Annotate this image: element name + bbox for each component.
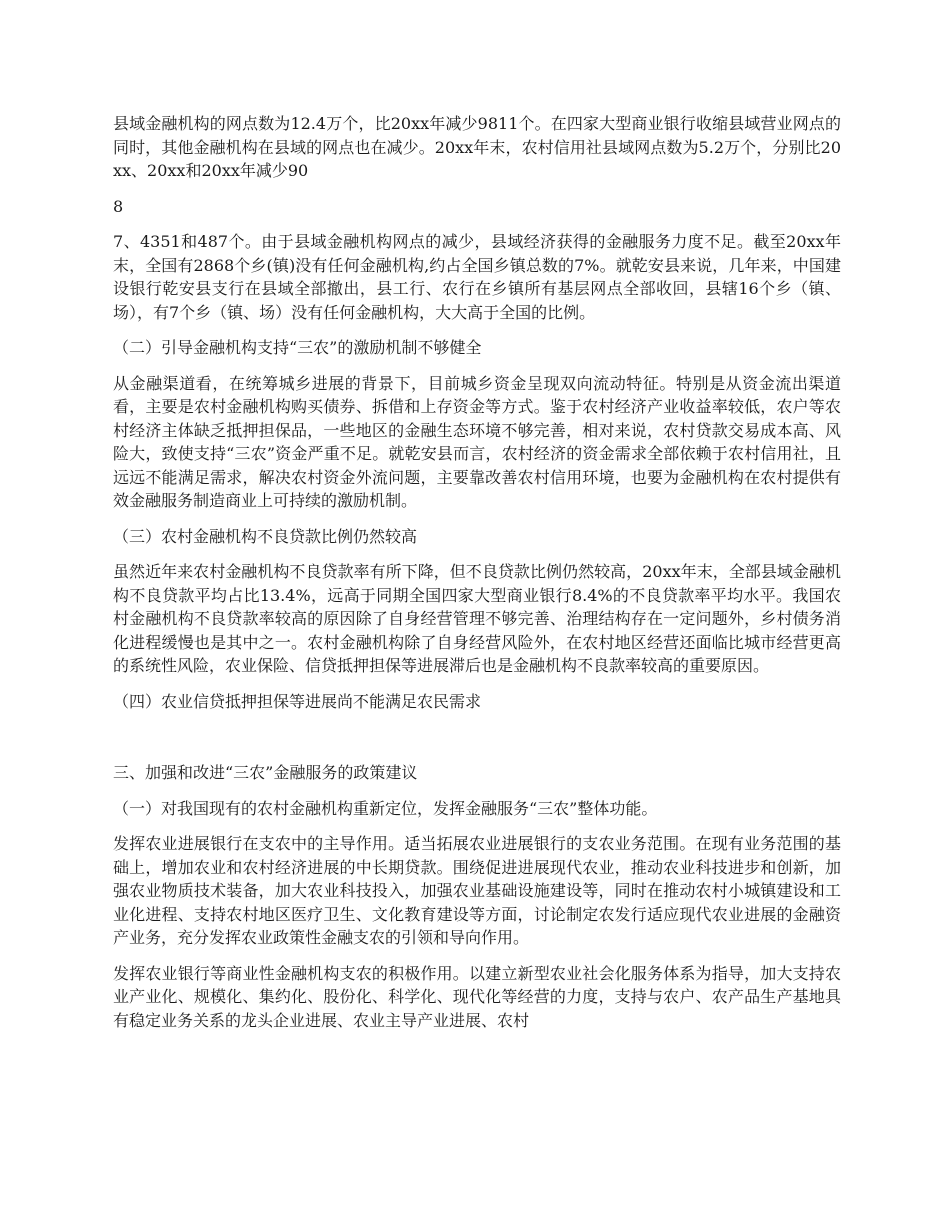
paragraph-commercial-banks: 发挥农业银行等商业性金融机构支农的积极作用。以建立新型农业社会化服务体系为指导，加大支持农业产业化、规模化、集约化、股份化、科学化、现代化等经营的力度，支持与农户、农产品生产基地具有稳定业务关系的龙头企业进展、农业主导产业进展、农村 xyxy=(113,963,841,1030)
heading-section-three: 三、加强和改进“三农”金融服务的政策建议 xyxy=(113,763,418,782)
page-number: 8 xyxy=(113,196,124,216)
heading-bad-loans: （三）农村金融机构不良贷款比例仍然较高 xyxy=(113,526,418,546)
section-gap xyxy=(113,725,841,761)
heading-collateral-guarantee: （四）农业信贷抵押担保等进展尚不能满足农民需求 xyxy=(113,691,482,711)
paragraph-qianan-branches: 7、4351和487个。由于县域金融机构网点的减少，县域经济获得的金融服务力度不足。截至20xx年末，全国有2868个乡(镇)没有任何金融机构,约占全国乡镇总数的7%。就乾安县来说，几年来，中国建设银行乾安县支行在县域全部撤出，县工行、农行在乡镇所有基层网点全部收回，县辖16个乡（镇、场），有7个乡（镇、场）没有任何金融机构，大大高于全国的比例。 xyxy=(113,232,841,322)
paragraph-network-count: 县域金融机构的网点数为12.4万个，比20xx年减少9811个。在四家大型商业银行收缩县域营业网点的同时，其他金融机构在县域的网点也在减少。20xx年末，农村信用社县域网点数为5.2万个，分别比20xx、20xx和20xx年减少90 xyxy=(113,114,841,180)
paragraph-development-bank: 发挥农业进展银行在支农中的主导作用。适当拓展农业进展银行的支农业务范围。在现有业务范围的基础上，增加农业和农村经济进展的中长期贷款。围绕促进进展现代农业，推动农业科技进步和创新，加强农业物质技术装备，加大农业科技投入，加强农业基础设施建设等，同时在推动农村小城镇建设和工业化进程、支持农村地区医疗卫生、文化教育建设等方面，讨论制定农发行适应现代农业进展的金融资产业务，充分发挥农业政策性金融支农的引领和导向作用。 xyxy=(113,834,841,947)
heading-incentive-mechanism: （二）引导金融机构支持“三农”的激励机制不够健全 xyxy=(113,338,482,357)
paragraph-fund-outflow: 从金融渠道看，在统筹城乡进展的背景下，目前城乡资金呈现双向流动特征。特别是从资金流出渠道看，主要是农村金融机构购买债券、拆借和上存资金等方式。鉴于农村经济产业收益率较低，农户等农村经济主体缺乏抵押担保品，一些地区的金融生态环境不够完善，相对来说，农村贷款交易成本高、风险大，致使支持“三农”资金严重不足。就乾安县而言，农村经济的资金需求全部依赖于农村信用社，且远远不能满足需求，解决农村资金外流问题，主要靠改善农村信用环境，也要为金融机构在农村提供有效金融服务制造商业上可持续的激励机制。 xyxy=(113,373,841,510)
document-page xyxy=(113,112,841,1044)
paragraph-bad-loan-ratio: 虽然近年来农村金融机构不良贷款率有所下降，但不良贷款比例仍然较高，20xx年末，全部县域金融机构不良贷款平均占比13.4%，远高于同期全国四家大型商业银行8.4%的不良贷款率平均水平。我国农村金融机构不良贷款率较高的原因除了自身经营管理不够完善、治理结构存在一定问题外，乡村债务消化进程缓慢也是其中之一。农村金融机构除了自身经营风险外，在农村地区经营还面临比城市经营更高的系统性风险，农业保险、信贷抵押担保等进展滞后也是金融机构不良款率较高的重要原因。 xyxy=(113,562,841,675)
heading-reposition-institutions: （一）对我国现有的农村金融机构重新定位，发挥金融服务“三农”整体功能。 xyxy=(113,798,658,818)
